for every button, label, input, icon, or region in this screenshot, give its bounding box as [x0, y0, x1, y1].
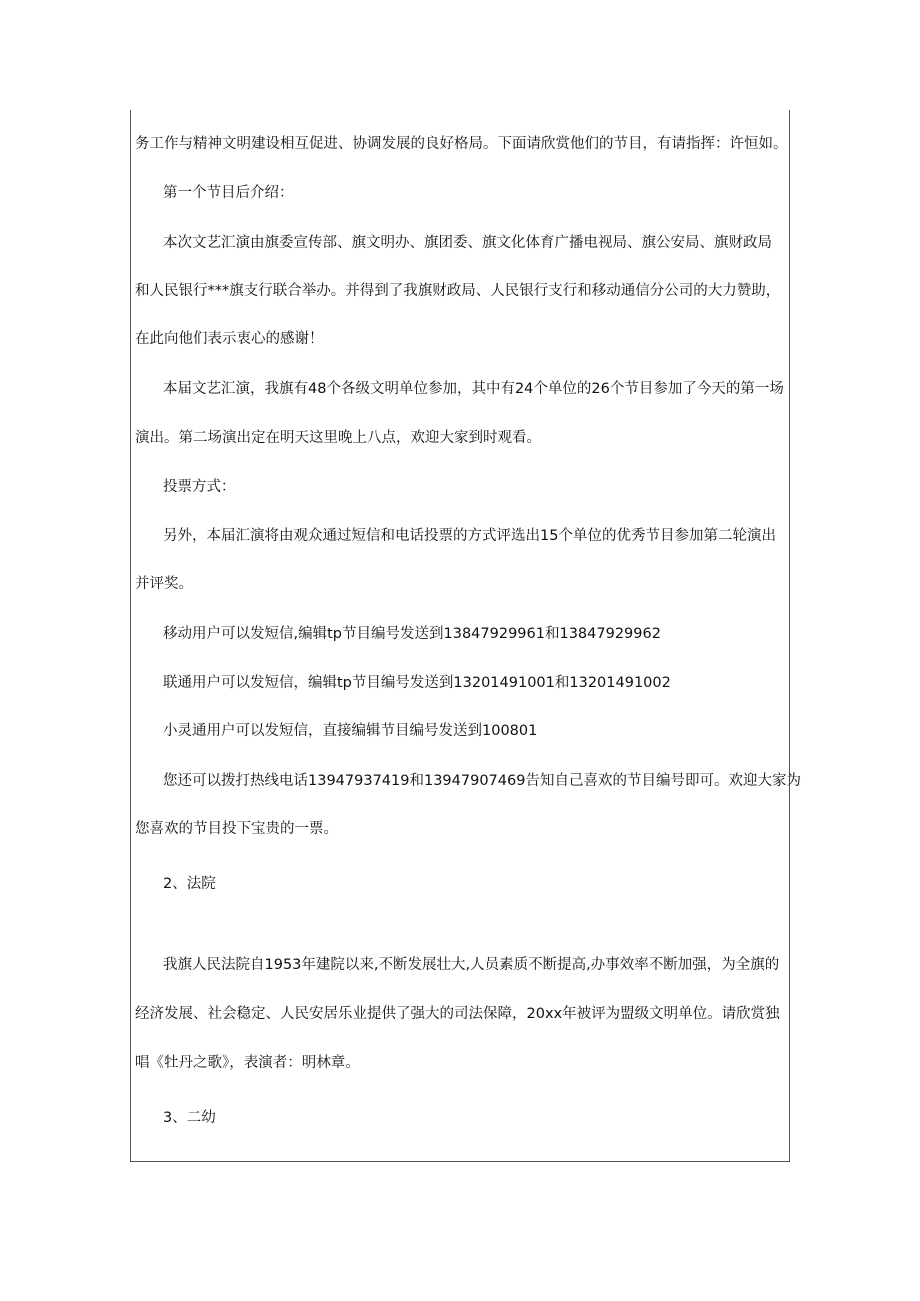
text-line: 经济发展、社会稳定、人民安居乐业提供了强大的司法保障，20xx年被评为盟级文明单位。请欣赏独	[135, 1006, 780, 1022]
section-heading: 3、二幼	[163, 1110, 216, 1126]
text-line: 在此向他们表示衷心的感谢！	[135, 331, 324, 347]
section-heading: 2、法院	[163, 876, 216, 892]
text-line: 唱《牡丹之歌》，表演者：明林章。	[135, 1055, 360, 1071]
text-line: 第一个节目后介绍：	[163, 185, 294, 201]
text-line: 联通用户可以发短信，编辑tp节目编号发送到13201491001和13201491002	[163, 675, 671, 691]
text-line: 您还可以拨打热线电话13947937419和13947907469告知自己喜欢的节目编号即可。欢迎大家为	[163, 773, 801, 789]
text-line: 另外，本届汇演将由观众通过短信和电话投票的方式评选出15个单位的优秀节目参加第二轮演出	[163, 528, 776, 544]
text-line: 我旗人民法院自1953年建院以来,不断发展壮大,人员素质不断提高,办事效率不断加强，为全旗的	[163, 957, 780, 973]
text-line: 和人民银行***旗支行联合举办。并得到了我旗财政局、人民银行支行和移动通信分公司的大力赞助，	[135, 283, 781, 299]
text-line: 演出。第二场演出定在明天这里晚上八点，欢迎大家到时观看。	[135, 430, 541, 446]
text-line: 小灵通用户可以发短信，直接编辑节目编号发送到100801	[163, 723, 538, 739]
text-line: 务工作与精神文明建设相互促进、协调发展的良好格局。下面请欣赏他们的节目，有请指挥：许恒如。	[135, 136, 788, 152]
text-line: 本届文艺汇演，我旗有48个各级文明单位参加，其中有24个单位的26个节目参加了今天的第一场	[163, 381, 784, 397]
text-line: 投票方式：	[163, 479, 236, 495]
text-line: 本次文艺汇演由旗委宣传部、旗文明办、旗团委、旗文化体育广播电视局、旗公安局、旗财政局	[163, 235, 772, 251]
text-line: 并评奖。	[135, 576, 193, 592]
text-line: 移动用户可以发短信,编辑tp节目编号发送到13847929961和13847929962	[163, 626, 661, 642]
text-line: 您喜欢的节目投下宝贵的一票。	[135, 821, 338, 837]
